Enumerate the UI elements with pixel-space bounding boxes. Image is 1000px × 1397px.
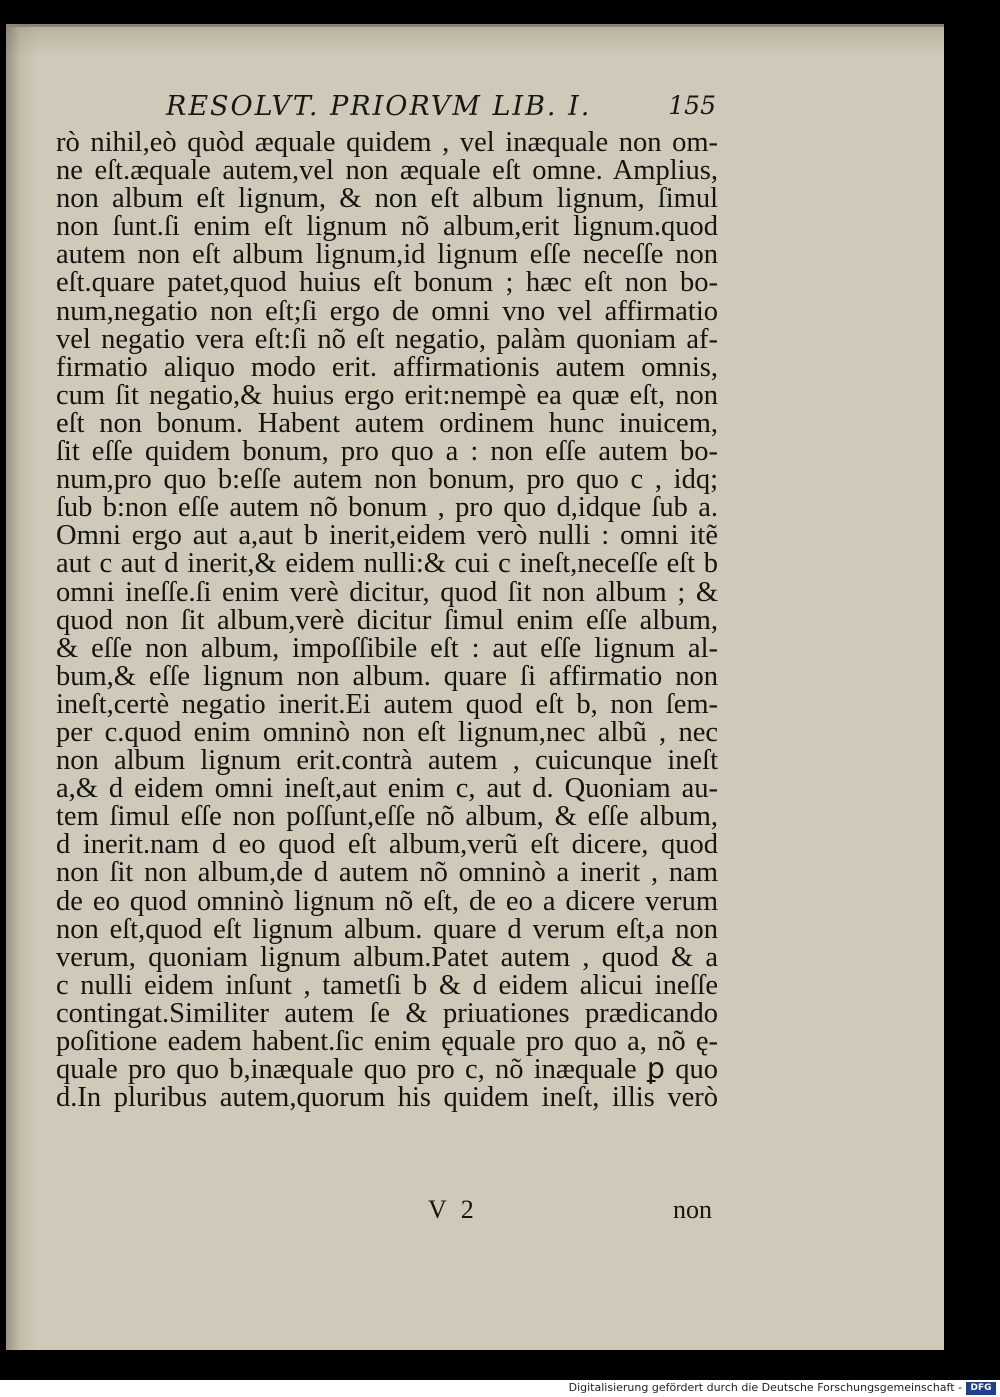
text-line: num,pro quo b:eſſe autem non bonum, pro quo c , idq;: [56, 466, 718, 495]
text-line: cum ſit negatio,& huius ergo erit:nempè ea quæ eſt, non: [56, 381, 718, 410]
page-footer: [56, 1195, 718, 1225]
text-line: de eo quod omninò lignum nõ eſt, de eo a dicere verum: [56, 887, 718, 916]
text-line: ſit eſſe quidem bonum, pro quo a : non eſſe autem bo-: [56, 438, 718, 467]
text-line: d.In pluribus autem,quorum his quidem ineſt, illis verò: [56, 1084, 718, 1113]
signature-mark: V 2: [428, 1195, 478, 1224]
text-line: bum,& eſſe lignum non album. quare ſi affirmatio non: [56, 662, 718, 691]
text-line: quale pro quo b,inæquale quo pro c, nõ inæquale ꝑ quo: [56, 1056, 718, 1085]
catchword: non: [673, 1195, 712, 1224]
text-line: c nulli eidem inſunt , tametſi b & d eidem alicui ineſſe: [56, 971, 718, 1000]
text-line: & eſſe non album, impoſſibile eſt : aut eſſe lignum al-: [56, 634, 718, 663]
text-line: eſt non bonum. Habent autem ordinem hunc inuicem,: [56, 409, 718, 439]
text-line: quod non ſit album,verè dicitur ſimul enim eſſe album,: [56, 606, 718, 635]
text-line: Omni ergo aut a,aut b inerit,eidem verò nulli : omni itẽ: [56, 522, 718, 551]
text-line: verum, quoniam lignum album.Patet autem , quod & a: [56, 943, 718, 972]
text-line: d inerit.nam d eo quod eſt album,verũ eſt dicere, quod: [56, 831, 718, 860]
text-line: aut c aut d inerit,& eidem nulli:& cui c ineſt,neceſſe eſt b: [56, 550, 718, 579]
dfg-banner: [0, 1380, 1000, 1397]
book-page: [6, 24, 944, 1350]
text-line: rò nihil,eò quòd æquale quidem , vel inæquale non om-: [56, 129, 718, 158]
text-line: vel negatio vera eſt:ſi nõ eſt negatio, palàm quoniam af-: [56, 325, 718, 354]
text-line: ſub b:non eſſe autem nõ bonum , pro quo d,idque ſub a.: [56, 494, 718, 523]
text-line: non ſunt.ſi enim eſt lignum nõ album,erit lignum.quod: [56, 213, 718, 242]
folio-number: 155: [668, 91, 716, 120]
text-line: per c.quod enim omninò non eſt lignum,nec albũ , nec: [56, 718, 718, 748]
dfg-logo: DFG: [966, 1382, 996, 1395]
text-line: firmatio aliquo modo erit. affirmationis autem omnis,: [56, 353, 718, 382]
text-line: non album eſt lignum, & non eſt album lignum, ſimul: [56, 185, 718, 214]
text-line: tem ſimul eſſe non poſſunt,eſſe nõ album, & eſſe album,: [56, 803, 718, 832]
text-line: autem non eſt album lignum,id lignum eſſe neceſſe non: [56, 241, 718, 270]
text-line: poſitione eadem habent.ſic enim ęquale pro quo a, nõ ę-: [56, 1028, 718, 1057]
running-head: [156, 91, 716, 131]
text-line: a,& d eidem omni ineſt,aut enim c, aut d. Quoniam au-: [56, 775, 718, 804]
text-line: non album lignum erit.contrà autem , cuicunque ineſt: [56, 747, 718, 776]
dfg-banner-text: Digitalisierung gefördert durch die Deutsche Forschungsgemeinschaft -: [568, 1381, 962, 1394]
text-line: eſt.quare patet,quod huius eſt bonum ; hæc eſt non bo-: [56, 269, 718, 298]
text-line: omni ineſſe.ſi enim verè dicitur, quod ſit non album ; &: [56, 578, 718, 607]
running-head-title: RESOLVT. PRIORVM LIB. I.: [166, 91, 592, 122]
body-text: [56, 129, 718, 1112]
text-line: num,negatio non eſt;ſi ergo de omni vno vel affirmatio: [56, 297, 718, 326]
text-line: ineſt,certè negatio inerit.Ei autem quod eſt b, non ſem-: [56, 690, 718, 719]
text-line: ne eſt.æquale autem,vel non æquale eſt omne. Amplius,: [56, 157, 718, 186]
text-line: non ſit non album,de d autem nõ omninò a inerit , nam: [56, 859, 718, 888]
text-line: non eſt,quod eſt lignum album. quare d verum eſt,a non: [56, 915, 718, 944]
text-line: contingat.Similiter autem ſe & priuationes prædicando: [56, 999, 718, 1028]
